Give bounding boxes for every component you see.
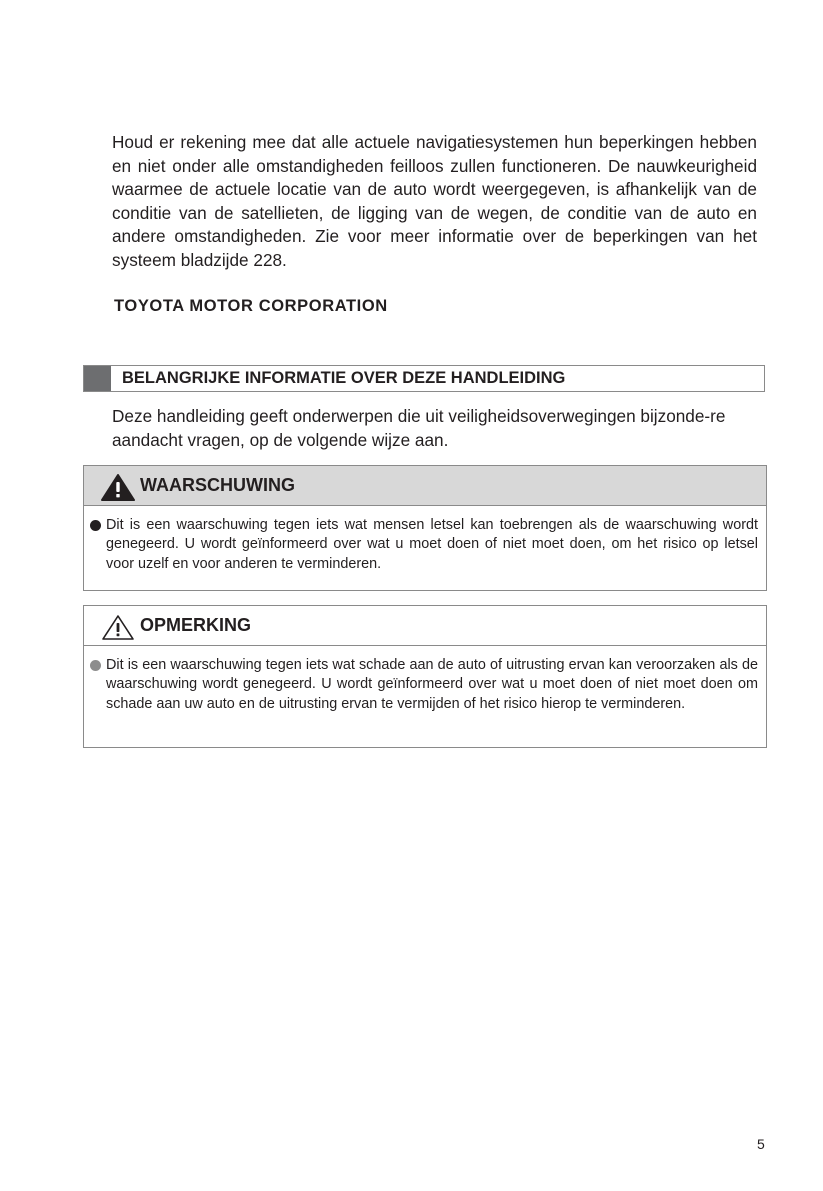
- section-body: Deze handleiding geeft onderwerpen die uit veiligheidsoverwegingen bijzonde-re aandacht vragen, op de volgende wijze aan.: [112, 406, 726, 450]
- company-name: TOYOTA MOTOR CORPORATION: [114, 297, 388, 315]
- warning-header: [84, 466, 766, 506]
- section-title: BELANGRIJKE INFORMATIE OVER DEZE HANDLEIDING: [122, 369, 566, 387]
- warning-item: [84, 506, 766, 574]
- warning-label: WAARSCHUWING: [140, 475, 295, 495]
- intro-paragraph: Houd er rekening mee dat alle actuele navigatiesystemen hun beperkingen hebben en niet onder alle omstandigheden feilloos zullen functioneren. De nauwkeurigheid waarmee de actuele locatie van de auto wordt weergegeven, is afhankelijk van de conditie van de satellieten, de ligging van de wegen, de conditie van de auto en andere omstandigheden. Zie voor meer informatie over de beperkingen van het systeem bladzijde 228.: [112, 132, 757, 270]
- bullet-icon: [90, 660, 101, 671]
- notice-text: Dit is een waarschuwing tegen iets wat schade aan de auto of uitrusting ervan kan veroorzaken als de waarschuwing wordt genegeerd. U wordt geïnformeerd over wat u moet doen of niet moet doen om schade aan uw auto en de uitrusting ervan te vermijden of het risico hierop te verminderen.: [106, 657, 758, 712]
- notice-item: [84, 646, 766, 714]
- notice-label: OPMERKING: [140, 615, 252, 635]
- section-header: [83, 365, 765, 392]
- bullet-icon: [90, 520, 101, 531]
- warning-triangle-outline-icon: [100, 613, 136, 641]
- notice-box: [83, 605, 767, 748]
- notice-header: [84, 606, 766, 646]
- section-marker-block: [84, 366, 111, 391]
- warning-triangle-filled-icon: [100, 473, 136, 501]
- page-number: 5: [757, 1136, 765, 1152]
- warning-box: [83, 465, 767, 591]
- warning-text: Dit is een waarschuwing tegen iets wat mensen letsel kan toebrengen als de waarschuwing wordt genegeerd. U wordt geïnformeerd over wat u moet doen of niet moet doen, om het risico op letsel voor uzelf en voor anderen te verminderen.: [106, 517, 758, 572]
